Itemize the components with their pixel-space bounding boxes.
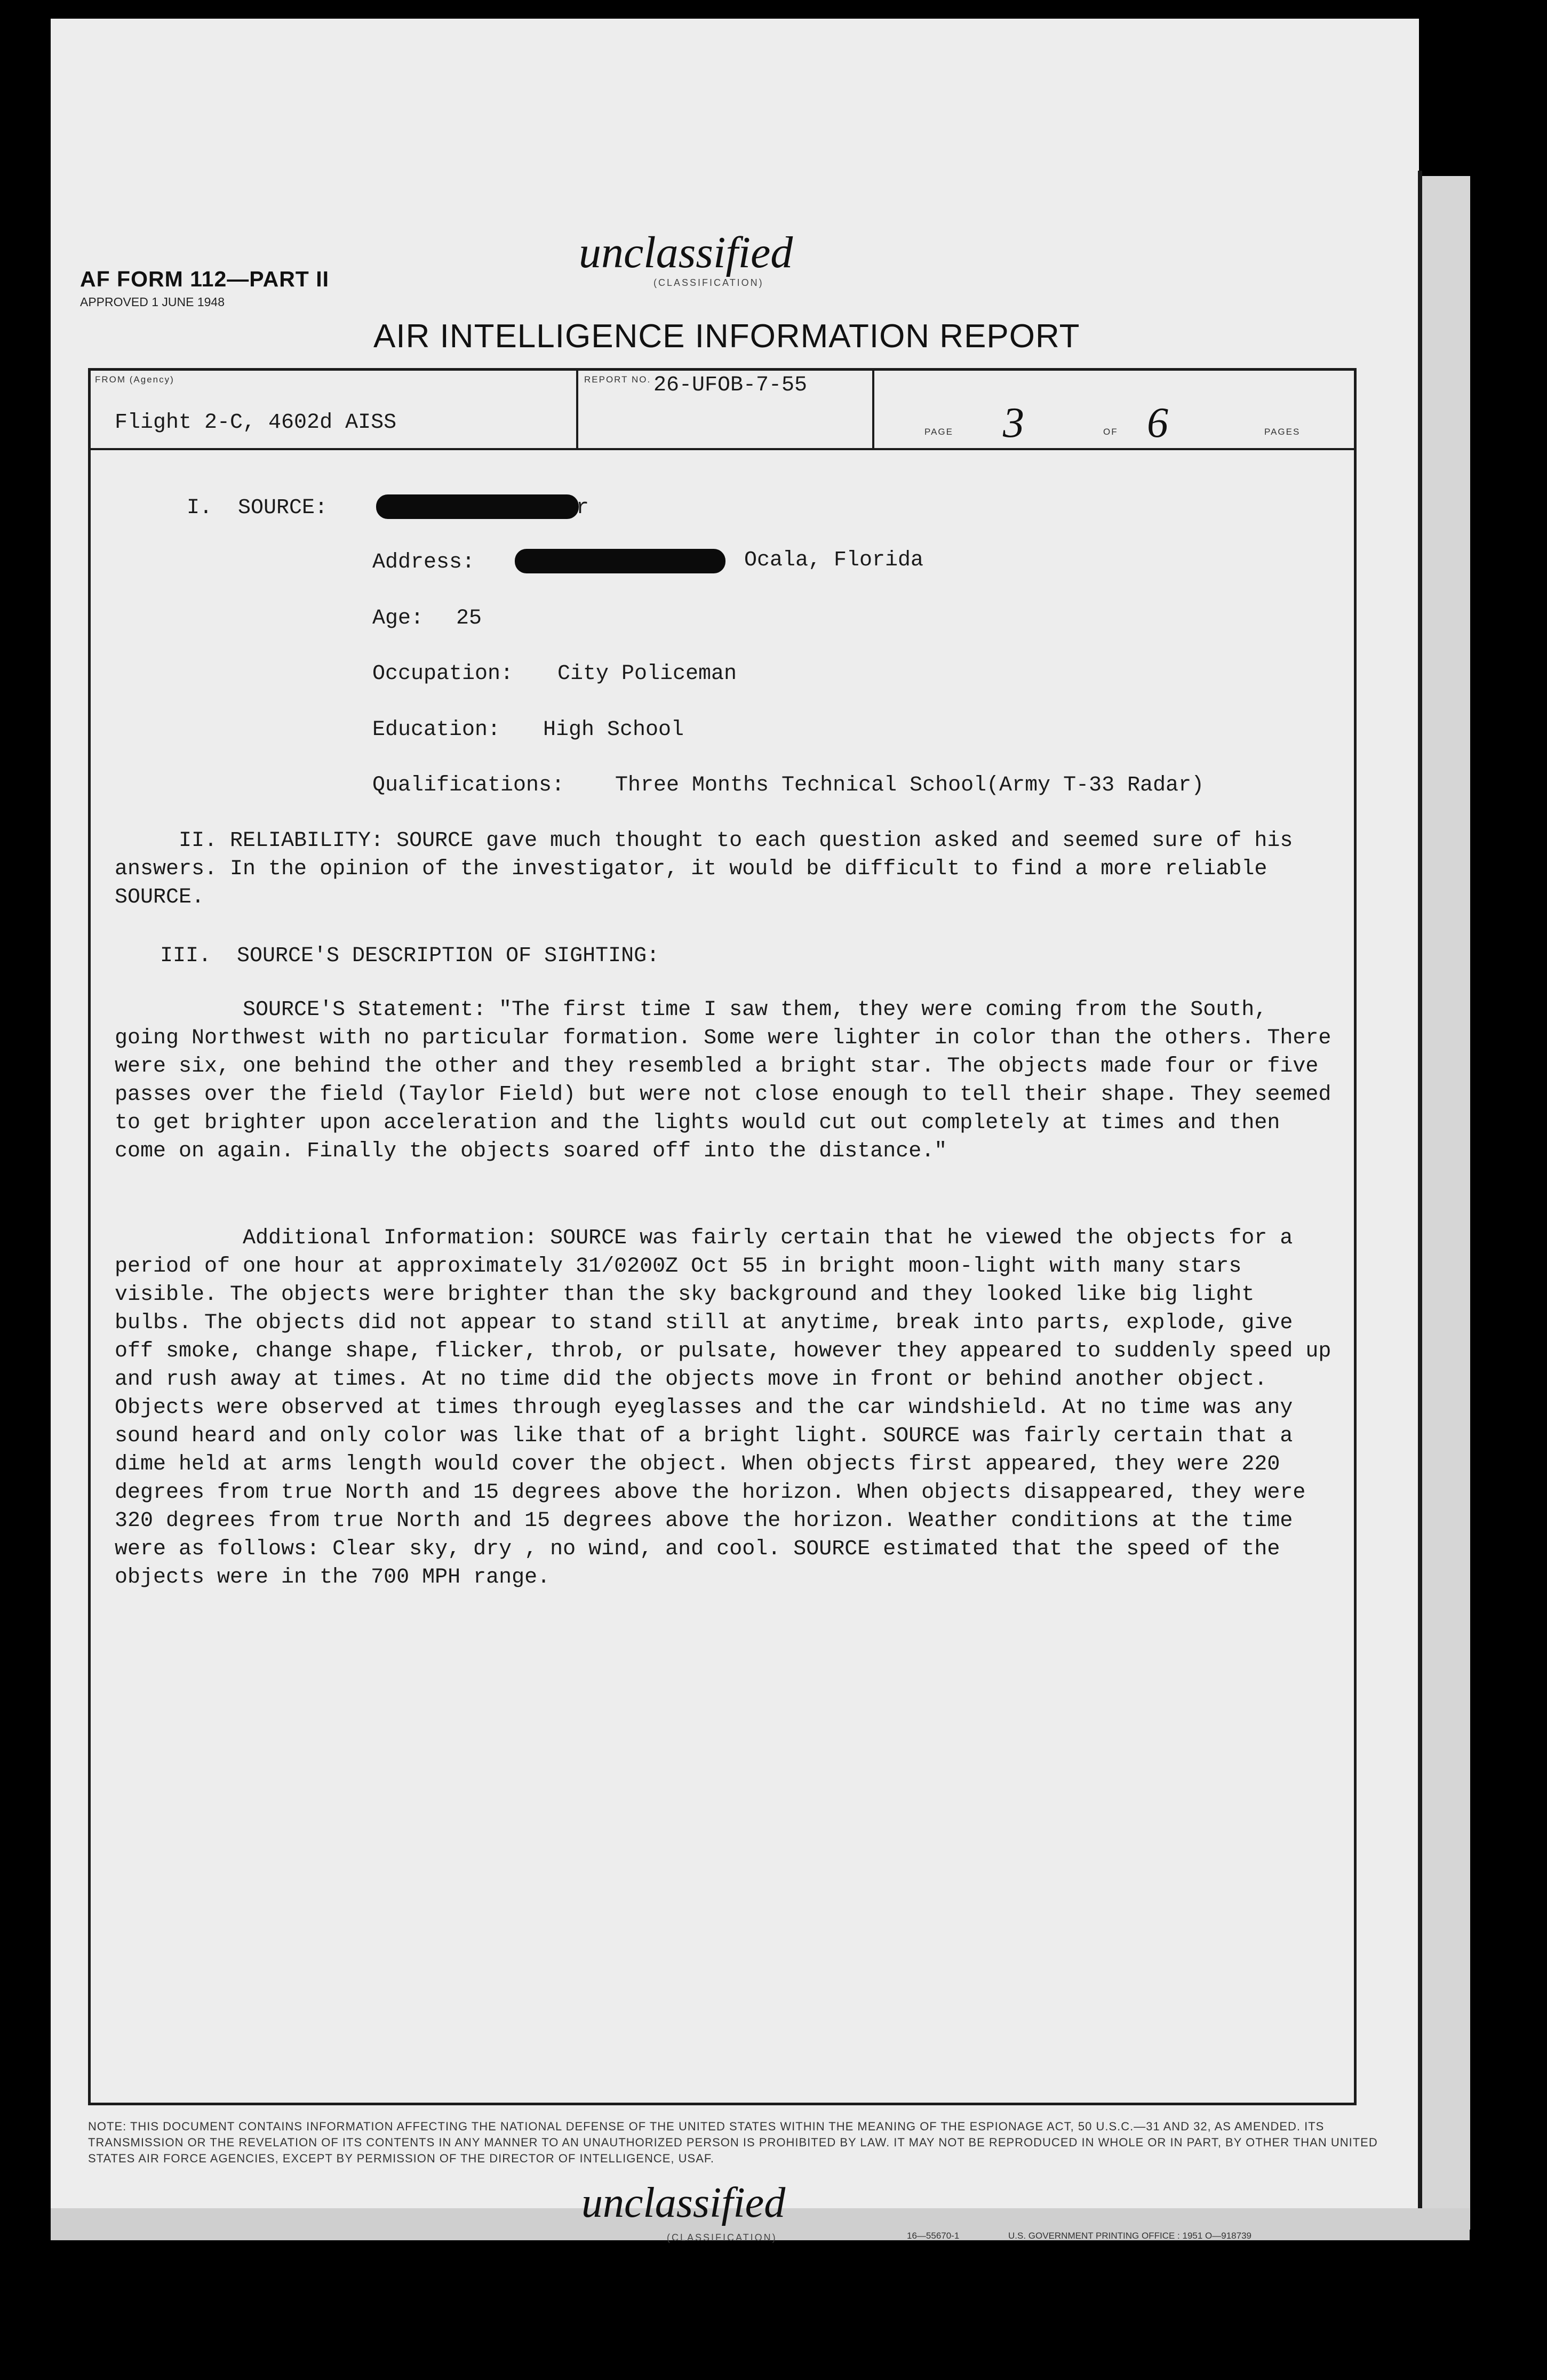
form-approved-date: APPROVED 1 JUNE 1948 [80,295,225,309]
header-row-divider [88,448,1357,450]
source-statement: SOURCE'S Statement: "The first time I saw them, they were coming from the South, going Northwest with no particular formation. Some were lighter in color than the others. There were six, one behind the other and they resembled a bright star. The objects made four or five passes over the field (Taylor Field) but were not close enough to tell their shape. They seemed to get brighter upon acceleration and the lights would cut out completely at times and then come on again. Finally the objects soared off into the distance." [115,998,1331,1163]
education-label: Education: [372,718,501,742]
classification-caption-top: (CLASSIFICATION) [653,277,764,288]
education-value: High School [543,718,684,742]
document-title: AIR INTELLIGENCE INFORMATION REPORT [373,318,1080,355]
redaction-source-name [376,494,579,519]
form-id: AF FORM 112—PART II [80,267,330,291]
description-heading: III. SOURCE'S DESCRIPTION OF SIGHTING: [160,944,660,968]
espionage-notice: NOTE: THIS DOCUMENT CONTAINS INFORMATION AFFECTING THE NATIONAL DEFENSE OF THE UNITED STATES WITHIN THE MEANING OF THE ESPIONAGE ACT, 50 U.S.C.—31 AND 32, AS AMENDED. ITS TRANSMISSION OR THE REVELATION OF ITS CONTENTS IN ANY MANNER TO AN UNAUTHORIZED PERSON IS PROHIBITED BY LAW. IT MAY NOT BE REPRODUCED IN WHOLE OR IN PART, BY OTHER THAN UNITED STATES AIR FORCE AGENCIES, EXCEPT BY PERMISSION OF THE DIRECTOR OF INTELLIGENCE, USAF. [88,2120,1378,2165]
form-stock-number: 16—55670-1 [907,2231,960,2241]
report-no-label: REPORT NO. [584,374,651,385]
from-label: FROM (Agency) [95,374,174,385]
occupation-label: Occupation: [372,662,514,686]
underlying-page-edge [1422,176,1470,2230]
qualifications-label: Qualifications: [372,773,565,797]
page-label: PAGE [924,427,953,437]
occupation-value: City Policeman [557,662,737,686]
report-no-value: 26-UFOB-7-55 [653,373,808,397]
page-edge-line [1418,171,1422,2235]
page-number: 3 [1003,400,1024,446]
from-divider [576,368,578,448]
age-value: 25 [456,606,482,630]
classification-bottom: unclassified [581,2179,786,2226]
classification-caption-bottom: (CLASSIFICATION) [667,2232,777,2243]
additional-information: Additional Information: SOURCE was fairly certain that he viewed the objects for a period of one hour at approximately 31/0200Z Oct 55 in bright moon-light with many stars visible. The objects were brighter than the sky background and they looked like big light bulbs. The objects did not appear to stand still at anytime, break into parts, explode, give off smoke, change shape, flicker, throb, or pulsate, however they appeared to suddenly speed up and rush away at times. At no time did the objects move in front or behind another object. Objects were observed at times through eyeglasses and the car windshield. At no time was any sound heard and only color was like that of a bright light. SOURCE was fairly certain that a dime held at arms length would cover the object. When objects first appeared, they were 220 degrees from true North and 15 degrees above the horizon. When objects disappeared, they were 320 degrees from true North and 15 degrees above the horizon. Weather conditions at the time were as follows: Clear sky, dry , no wind, and cool. SOURCE estimated that the speed of the objects were in the 700 MPH range. [115,1226,1331,1590]
qualifications-value: Three Months Technical School(Army T-33 Radar) [615,773,1205,797]
source-name-tail: r [576,496,589,520]
redaction-address [515,549,725,573]
report-no-divider [872,368,874,448]
address-label: Address: [372,550,475,574]
printer-imprint: U.S. GOVERNMENT PRINTING OFFICE : 1951 O—918739 [1008,2231,1251,2241]
classification-top: unclassified [579,228,793,277]
reliability-paragraph: II. RELIABILITY: SOURCE gave much thought to each question asked and seemed sure of his answers. In the opinion of the investigator, it would be difficult to find a more reliable SOURCE. [115,829,1293,909]
total-pages: 6 [1147,400,1168,446]
age-label: Age: [372,606,424,630]
address-value: Ocala, Florida [744,548,924,572]
pages-label: PAGES [1264,427,1301,437]
of-label: OF [1103,427,1118,437]
source-heading: I. SOURCE: [187,496,328,520]
from-value: Flight 2-C, 4602d AISS [115,411,397,435]
